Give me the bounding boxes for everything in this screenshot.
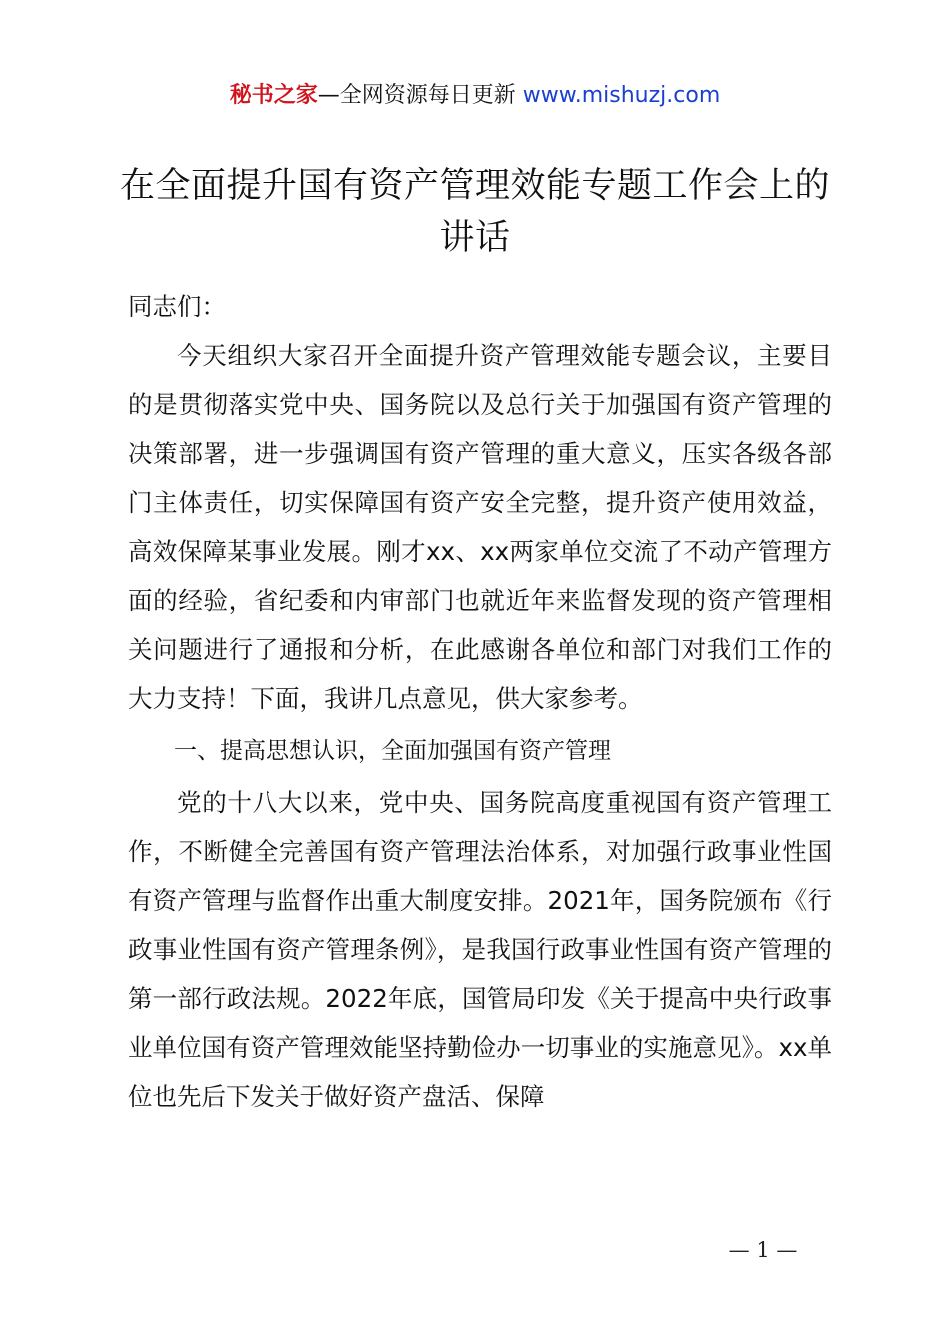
paragraph-intro: 今天组织大家召开全面提升资产管理效能专题会议，主要目的是贯彻落实党中央、国务院以及总行关于加强国有资产管理的决策部署，进一步强调国有资产管理的重大意义，压实各级各部门主体责任，切实保障国有资产安全完整，提升资产使用效益，高效保障某事业发展。刚才xx、xx两家单位交流了不动产管理方面的经验，省纪委和内审部门也就近年来监督发现的资产管理相关问题进行了通报和分析，在此感谢各单位和部门对我们工作的大力支持！下面，我讲几点意见，供大家参考。 [128, 341, 832, 713]
page-number: — 1 — [728, 1238, 798, 1262]
paragraph-section-1: 党的十八大以来，党中央、国务院高度重视国有资产管理工作，不断健全完善国有资产管理法治体系，对加强行政事业性国有资产管理与监督作出重大制度安排。2021年，国务院颁布《行政事业性国有资产管理条例》，是我国行政事业性国有资产管理的第一部行政法规。2022年底，国管局印发《关于提高中央行政事业单位国有资产管理效能坚持勤俭办一切事业的实施意见》。xx单位也先后下发关于做好资产盘活、保障 [128, 788, 832, 1111]
section-heading: 一、提高思想认识，全面加强国有资产管理 [174, 738, 611, 764]
website-link[interactable]: www.mishuzj.com [522, 83, 721, 108]
site-banner [0, 80, 950, 112]
document-title: 在全面提升国有资产管理效能专题工作会上的讲话 [119, 166, 830, 258]
banner-tagline: —全网资源每日更新 [317, 83, 523, 108]
brand-name: 秘书之家 [229, 83, 318, 108]
document-body [128, 282, 832, 1121]
salutation: 同志们： [128, 292, 226, 321]
